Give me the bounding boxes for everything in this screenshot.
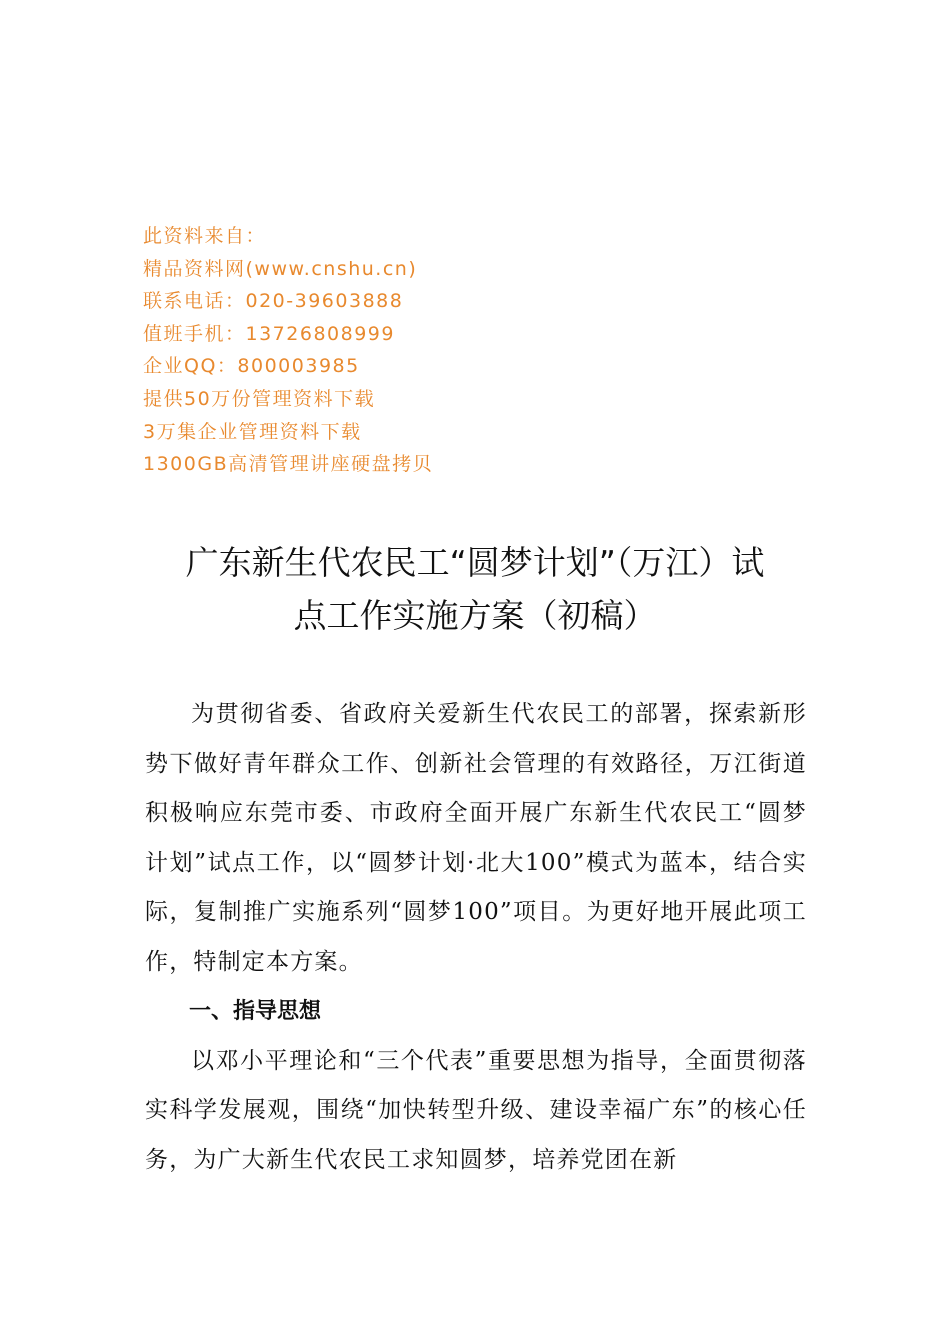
intro-paragraph: 为贯彻省委、省政府关爱新生代农民工的部署，探索新形势下做好青年群众工作、创新社会管理的有效路径，万江街道积极响应东莞市委、市政府全面开展广东新生代农民工“圆梦计划”试点工作，以“圆梦计划·北大100”模式为蓝本，结合实际，复制推广实施系列“圆梦100”项目。为更好地开展此项工作，特制定本方案。: [145, 701, 807, 975]
source-line: 3万集企业管理资料下载: [143, 420, 362, 443]
document-body: [145, 690, 807, 1185]
source-info-block: [143, 220, 743, 481]
source-line: 此资料来自：: [143, 225, 267, 247]
section-paragraph: 以邓小平理论和“三个代表”重要思想为指导，全面贯彻落实科学发展观，围绕“加快转型升级、建设幸福广东”的核心任务，为广大新生代农民工求知圆梦，培养党团在新: [145, 1047, 807, 1173]
document-title-line-2: 点工作实施方案（初稿）: [293, 596, 657, 635]
section-heading: 一、指导思想: [189, 999, 322, 1024]
document-title-line-1: 广东新生代农民工“圆梦计划”（万江）试: [185, 543, 765, 582]
source-line-website: 精品资料网(www.cnshu.cn): [143, 257, 418, 280]
source-line: 提供50万份管理资料下载: [143, 387, 376, 410]
source-line-phone: 联系电话：020-39603888: [143, 290, 404, 313]
source-line-mobile: 值班手机：13726808999: [143, 322, 395, 345]
document-title: [120, 536, 830, 642]
source-line-qq: 企业QQ：800003985: [143, 355, 360, 378]
source-line: 1300GB高清管理讲座硬盘拷贝: [143, 453, 434, 476]
